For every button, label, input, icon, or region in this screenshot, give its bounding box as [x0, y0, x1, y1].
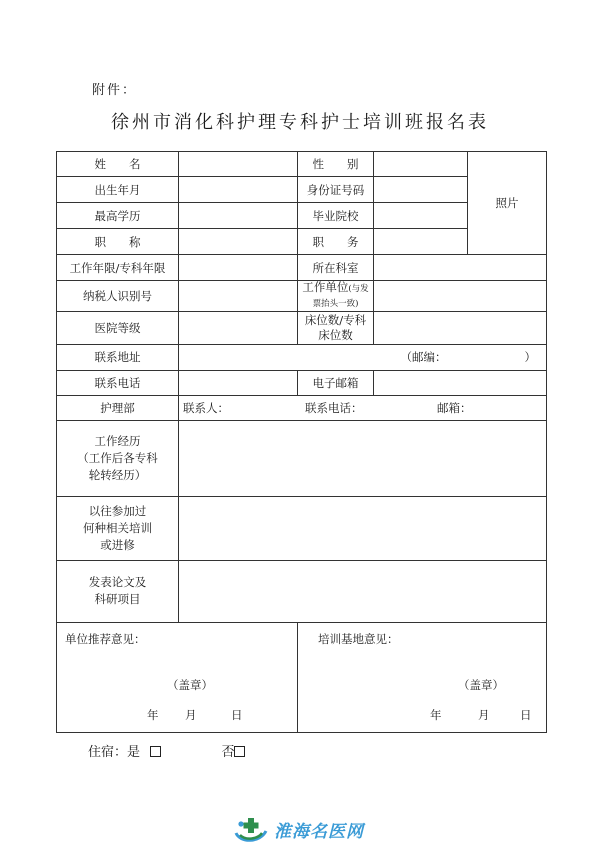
- department-label: 所在科室: [298, 255, 374, 281]
- table-row: [57, 561, 547, 622]
- base-stamp-label: （盖章）: [458, 677, 504, 692]
- stay-no-checkbox[interactable]: [234, 746, 245, 757]
- id-number-value-cell[interactable]: [374, 177, 468, 203]
- stay-no-label: 否: [221, 745, 235, 760]
- unit-opinion-label: 单位推荐意见：: [65, 631, 146, 646]
- table-row: [57, 281, 547, 312]
- birth-label: 出生年月: [57, 177, 179, 203]
- stay-yes-label: 是: [127, 745, 141, 760]
- table-row: [57, 344, 547, 370]
- gender-label: 性 别: [298, 152, 374, 177]
- page-title: 徐州市消化科护理专科护士培训班报名表: [111, 112, 489, 133]
- registration-form-table: [56, 151, 547, 733]
- contact-person-label: 联系人：: [183, 400, 229, 415]
- base-opinion-label: 培训基地意见：: [318, 631, 399, 646]
- table-row: [57, 395, 547, 420]
- table-row: [57, 312, 547, 344]
- address-value-cell[interactable]: [179, 344, 547, 370]
- tax-id-label: 纳税人识别号: [57, 281, 179, 312]
- table-row: [57, 497, 547, 561]
- nursing-dept-contact-cell[interactable]: [179, 395, 547, 420]
- id-number-label: 身份证号码: [298, 177, 374, 203]
- hospital-level-label: 医院等级: [57, 312, 179, 344]
- job-title-label: 职 称: [57, 229, 179, 255]
- work-years-value-cell[interactable]: [179, 255, 298, 281]
- work-unit-label: [298, 281, 374, 312]
- contact-phone-label: 联系电话：: [305, 400, 363, 415]
- education-label: 最高学历: [57, 203, 179, 229]
- mailbox-label: 邮箱：: [437, 400, 472, 415]
- work-unit-text: 工作单位: [302, 280, 349, 295]
- school-label: 毕业院校: [298, 203, 374, 229]
- hospital-level-value-cell[interactable]: [179, 312, 298, 344]
- papers-value-cell[interactable]: [179, 561, 547, 622]
- education-value-cell[interactable]: [179, 203, 298, 229]
- table-row: [57, 622, 547, 733]
- stay-label: 住宿：: [88, 745, 128, 760]
- table-row: [57, 255, 547, 281]
- base-date: 年 月 日: [430, 707, 532, 722]
- stay-yes-checkbox[interactable]: [150, 746, 161, 757]
- address-label: 联系地址: [57, 344, 179, 370]
- job-title-value-cell[interactable]: [179, 229, 298, 255]
- attachment-label: 附件：: [92, 83, 138, 98]
- unit-stamp-label: （盖章）: [167, 677, 213, 692]
- position-value-cell[interactable]: [374, 229, 468, 255]
- gender-value-cell[interactable]: [374, 152, 468, 177]
- photo-cell[interactable]: 照片: [468, 152, 547, 255]
- beds-label: 床位数/专科床位数: [298, 312, 374, 344]
- work-unit-note: (与发票抬头一致): [312, 284, 369, 310]
- postcode-close: ）: [524, 350, 536, 365]
- base-opinion-cell[interactable]: [298, 622, 547, 733]
- work-history-value-cell[interactable]: [179, 420, 547, 496]
- email-label: 电子邮箱: [298, 370, 374, 395]
- work-years-label: 工作年限/专科年限: [57, 255, 179, 281]
- work-history-label: 工作经历 （工作后各专科 轮转经历）: [57, 420, 179, 496]
- logo-icon: [232, 815, 272, 843]
- phone-value-cell[interactable]: [179, 370, 298, 395]
- work-unit-value-cell[interactable]: [374, 281, 547, 312]
- school-value-cell[interactable]: [374, 203, 468, 229]
- tax-id-value-cell[interactable]: [179, 281, 298, 312]
- training-value-cell[interactable]: [179, 497, 547, 561]
- accommodation-row: [88, 741, 245, 760]
- birth-value-cell[interactable]: [179, 177, 298, 203]
- email-value-cell[interactable]: [374, 370, 547, 395]
- site-logo: [232, 815, 382, 843]
- table-row: [57, 370, 547, 395]
- department-value-cell[interactable]: [374, 255, 547, 281]
- training-label: 以往参加过 何种相关培训 或进修: [57, 497, 179, 561]
- logo-text: 淮海名医网: [274, 822, 364, 842]
- unit-opinion-cell[interactable]: [57, 622, 298, 733]
- table-row: [57, 152, 547, 177]
- unit-date: 年 月 日: [147, 707, 243, 722]
- name-value-cell[interactable]: [179, 152, 298, 177]
- beds-value-cell[interactable]: [374, 312, 547, 344]
- position-label: 职 务: [298, 229, 374, 255]
- papers-label: 发表论文及 科研项目: [57, 561, 179, 622]
- name-label: 姓 名: [57, 152, 179, 177]
- table-row: [57, 420, 547, 496]
- nursing-dept-label: 护理部: [57, 395, 179, 420]
- postcode-open: （邮编：: [400, 350, 447, 365]
- phone-label: 联系电话: [57, 370, 179, 395]
